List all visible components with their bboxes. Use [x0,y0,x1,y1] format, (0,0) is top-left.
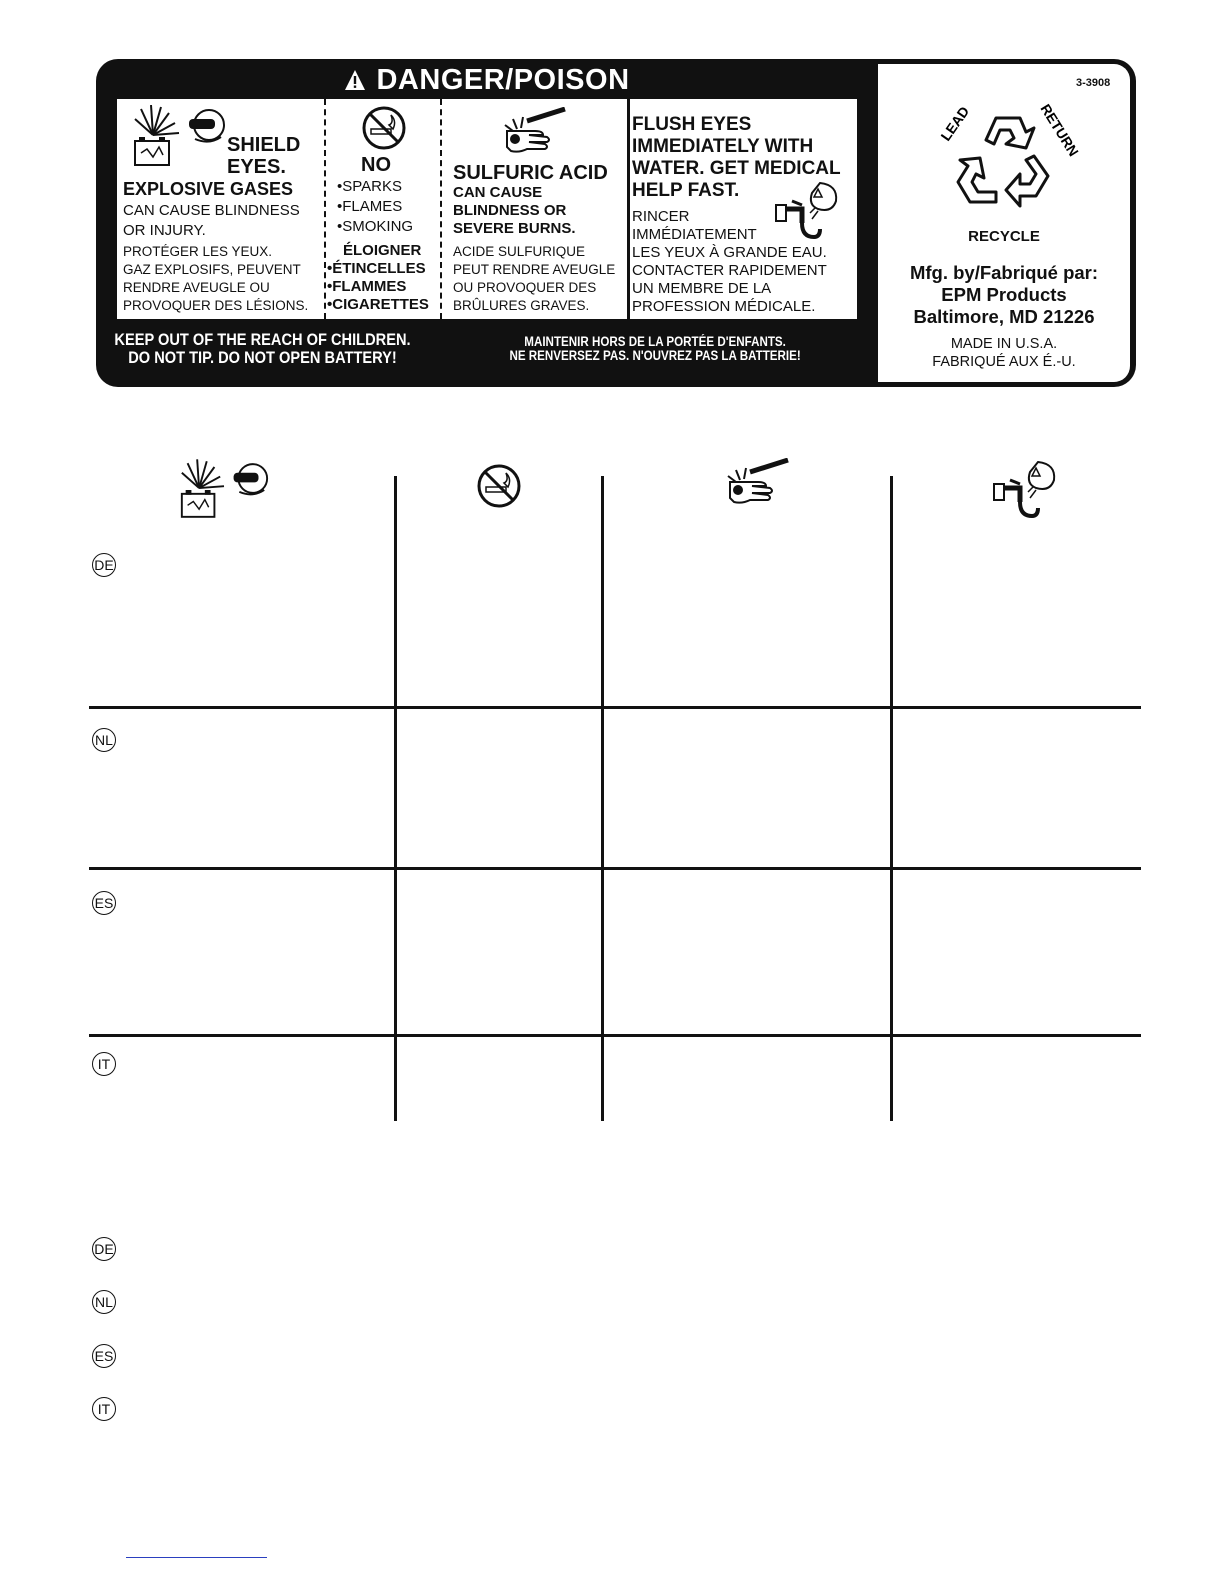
warning-panel [117,99,857,319]
no-fr-heading: ÉLOIGNER [343,242,422,259]
footer-english [112,331,413,367]
eye-wash-icon [772,179,844,241]
shield-en-1: CAN CAUSE BLINDNESS [123,202,300,219]
grid-column-divider [890,476,893,1121]
grid-column-divider [394,476,397,1121]
no-fr-3: •CIGARETTES [327,296,429,313]
no-item-3: •SMOKING [337,218,414,235]
language-badge-nl: NL [92,728,116,752]
language-badge-de: DE [92,1237,116,1261]
language-badge-de: DE [92,553,116,577]
shield-fr-2: GAZ EXPLOSIFS, PEUVENT [123,262,301,277]
shield-fr-3: RENDRE AVEUGLE OU [123,280,270,295]
flush-fr-2: IMMÉDIATEMENT [632,226,757,243]
footer-en-2: DO NOT TIP. DO NOT OPEN BATTERY! [128,347,397,367]
explosion-goggles-icon [178,457,270,523]
grid-row-divider [89,706,1141,709]
acid-en-3: SEVERE BURNS. [453,220,576,237]
flush-fr-1: RINCER [632,208,690,225]
language-badge-it: IT [92,1052,116,1076]
grid-row-divider [89,867,1141,870]
no-fr-2: •FLAMMES [327,278,407,295]
sulfuric-acid-column [443,99,626,319]
company-city: Baltimore, MD 21226 [913,306,1095,327]
flush-line-4: HELP FAST. [632,180,740,201]
language-badge-nl: NL [92,1290,116,1314]
label-title [96,63,878,97]
recycle-panel [878,64,1130,382]
flush-eyes-column [630,99,857,319]
shield-en-2: OR INJURY. [123,222,206,239]
acid-fr-1: ACIDE SULFURIQUE [453,244,586,259]
acid-fr-2: PEUT RENDRE AVEUGLE [453,262,616,277]
recycle-arc-left: LEAD [937,103,973,144]
divider [324,99,326,319]
flush-line-3: WATER. GET MEDICAL [632,158,841,179]
flush-fr-6: PROFESSION MÉDICALE. [632,298,816,315]
warning-triangle-icon [344,69,366,91]
no-smoking-icon [476,463,522,509]
language-badge-it: IT [92,1397,116,1421]
mfg-by: Mfg. by/Fabriqué par: [909,262,1099,283]
battery-warning-label [96,59,1136,387]
shield-heading: SHIELD [227,134,301,156]
no-item-2: •FLAMES [337,198,403,215]
label-code: 3-3908 [1076,77,1111,89]
no-smoking-icon [361,105,407,151]
acid-heading: SULFURIC ACID [453,162,608,184]
footnote-rule [126,1557,267,1558]
made-in: MADE IN U.S.A. [950,336,1058,352]
no-item-1: •SPARKS [337,178,402,195]
no-heading: NO [361,154,391,176]
acid-fr-3: OU PROVOQUER DES [453,280,597,295]
acid-en-1: CAN CAUSE [453,184,543,201]
eye-wash-icon [990,456,1062,522]
acid-hand-icon [722,458,792,508]
footer-fr-2: NE RENVERSEZ PAS. N'OUVREZ PAS LA BATTERIE! [509,348,801,364]
acid-fr-4: BRÛLURES GRAVES. [453,298,590,313]
footer-french [496,335,814,363]
shield-fr-1: PROTÉGER LES YEUX. [123,244,273,259]
shield-eyes-column [117,99,323,319]
acid-hand-icon [499,107,569,157]
flush-line-2: IMMEDIATELY WITH [632,136,814,157]
flush-fr-3: LES YEUX À GRANDE EAU. [632,244,827,261]
company-name: EPM Products [941,284,1067,305]
no-flames-column [327,99,439,319]
shield-fr-4: PROVOQUER DES LÉSIONS. [123,298,309,313]
footer-en-1: KEEP OUT OF THE REACH OF CHILDREN. [114,330,411,349]
language-badge-es: ES [92,1344,116,1368]
grid-row-divider [89,1034,1141,1037]
flush-fr-5: UN MEMBRE DE LA [632,280,772,297]
explosion-goggles-icon [131,105,227,169]
recycle-icon [922,98,1088,222]
no-fr-1: •ÉTINCELLES [327,260,426,277]
eyes-heading: EYES. [227,156,286,178]
recycle-label: RECYCLE [968,228,1040,245]
divider [440,99,442,319]
language-badge-es: ES [92,891,116,915]
footer-fr-1: MAINTENIR HORS DE LA PORTÉE D'ENFANTS. [524,334,786,349]
flush-fr-4: CONTACTER RAPIDEMENT [632,262,827,279]
made-in-fr: FABRIQUÉ AUX É.-U. [932,354,1076,370]
acid-en-2: BLINDNESS OR [453,202,567,219]
explosive-gases: EXPLOSIVE GASES [123,179,294,199]
flush-line-1: FLUSH EYES [632,114,752,135]
grid-column-divider [601,476,604,1121]
recycle-arc-right: RETURN [1037,101,1082,160]
label-title-text: DANGER/POISON [376,63,630,96]
